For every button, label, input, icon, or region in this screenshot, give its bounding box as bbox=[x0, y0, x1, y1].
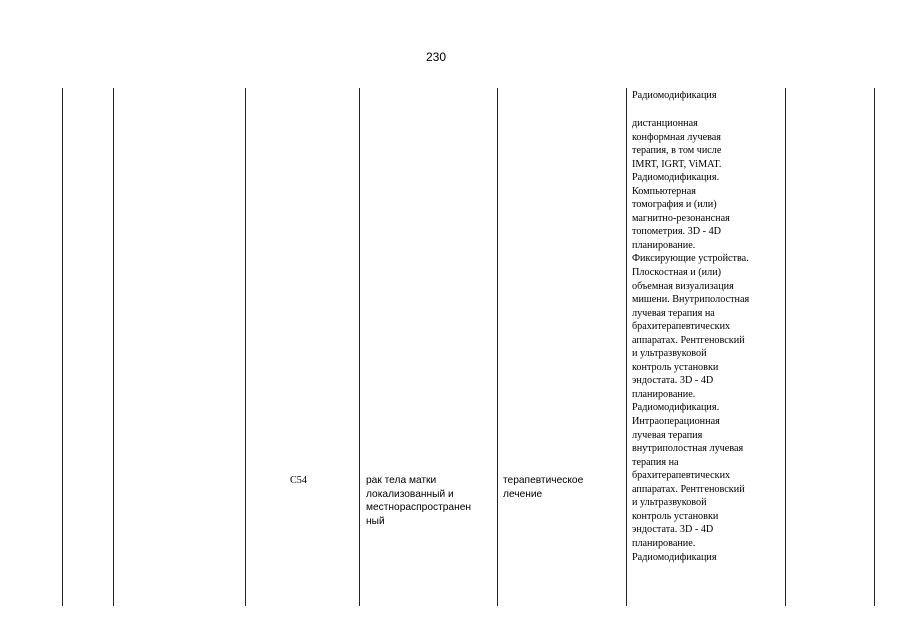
method-line: мишени. Внутриполостная bbox=[632, 294, 750, 306]
method-line: планирование. bbox=[632, 239, 696, 251]
icd-code-cell bbox=[290, 474, 307, 488]
method-line: аппаратах. Рентгеновский bbox=[632, 334, 745, 346]
method-line: аппаратах. Рентгеновский bbox=[632, 483, 745, 495]
table-border-left bbox=[62, 88, 63, 606]
method-line: брахитерапевтических bbox=[632, 470, 731, 482]
method-line: контроль установки bbox=[632, 510, 719, 522]
table-border-right bbox=[874, 88, 875, 606]
page-number: 230 bbox=[425, 50, 447, 64]
method-line: Компьютерная bbox=[632, 185, 696, 197]
method-line: терапия на bbox=[632, 456, 679, 468]
method-line: терапия, в том числе bbox=[632, 145, 722, 157]
method-line: конформная лучевая bbox=[632, 131, 721, 143]
method-line: IMRT, IGRT, ViMAT. bbox=[632, 158, 722, 170]
method-line: брахитерапевтических bbox=[632, 321, 731, 333]
diagnosis-cell bbox=[366, 474, 471, 528]
treatment-method-cell bbox=[632, 89, 717, 103]
method-top-line: Радиомодификация bbox=[632, 90, 717, 101]
method-line: эндостата. 3D - 4D bbox=[632, 375, 714, 387]
treatment-type-line: лечение bbox=[503, 488, 543, 500]
method-line: Радиомодификация. bbox=[632, 402, 720, 414]
column-divider-4 bbox=[497, 88, 498, 606]
method-line: объемная визуализация bbox=[632, 280, 734, 292]
treatment-type-line: терапевтическое bbox=[503, 475, 584, 486]
treatment-type-cell bbox=[503, 474, 583, 501]
method-line: планирование. bbox=[632, 537, 696, 549]
method-line: Радиомодификация. bbox=[632, 172, 720, 184]
method-line: лучевая терапия на bbox=[632, 307, 715, 319]
column-divider-3 bbox=[359, 88, 360, 606]
method-line: Фиксирующие устройства. bbox=[632, 253, 749, 265]
method-line: лучевая терапия bbox=[632, 429, 703, 441]
method-line: и ультразвуковой bbox=[632, 497, 707, 509]
diagnosis-line: местнораспространен bbox=[366, 502, 472, 514]
method-line: Радиомодификация bbox=[632, 551, 717, 563]
column-divider-2 bbox=[245, 88, 246, 606]
method-line: внутриполостная лучевая bbox=[632, 443, 744, 455]
method-line: планирование. bbox=[632, 388, 696, 400]
column-divider-1 bbox=[113, 88, 114, 606]
diagnosis-line: локализованный и bbox=[366, 488, 454, 500]
icd-code: C54 bbox=[290, 475, 307, 486]
method-line: топометрия. 3D - 4D bbox=[632, 226, 722, 238]
method-line: контроль установки bbox=[632, 361, 719, 373]
column-divider-5 bbox=[626, 88, 627, 606]
method-line: магнитно-резонансная bbox=[632, 212, 730, 224]
method-line: эндостата. 3D - 4D bbox=[632, 524, 714, 536]
method-line: Интраоперационная bbox=[632, 416, 720, 428]
treatment-method-description bbox=[632, 117, 749, 564]
diagnosis-line: ный bbox=[366, 515, 385, 527]
method-line: Плоскостная и (или) bbox=[632, 267, 722, 279]
method-line: дистанционная bbox=[632, 118, 698, 129]
diagnosis-line: рак тела матки bbox=[366, 475, 437, 486]
method-line: томография и (или) bbox=[632, 199, 717, 211]
method-line: и ультразвуковой bbox=[632, 348, 707, 360]
column-divider-6 bbox=[785, 88, 786, 606]
